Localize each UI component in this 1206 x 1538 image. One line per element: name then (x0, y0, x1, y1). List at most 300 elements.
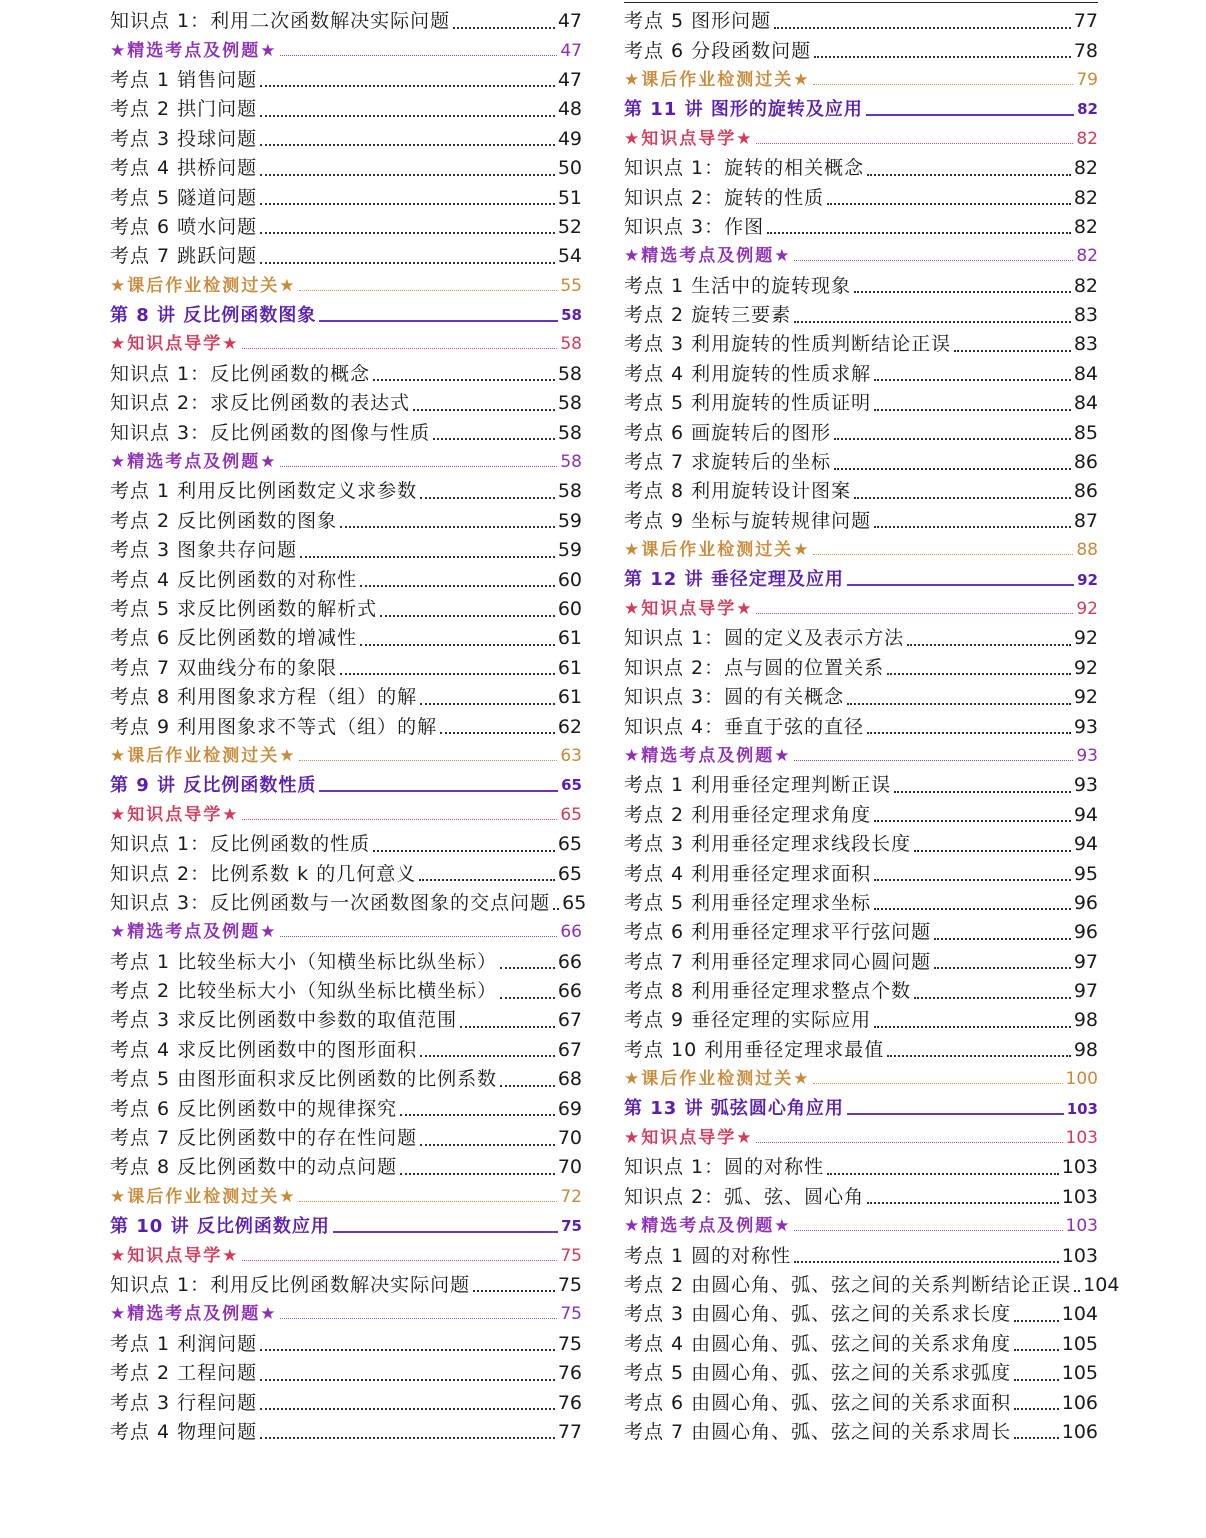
dot-leader (827, 203, 1071, 205)
toc-entry[interactable] (110, 125, 582, 154)
page-number: 103 (1065, 1128, 1098, 1149)
page-number: 105 (1061, 1362, 1098, 1385)
dot-leader (874, 908, 1071, 910)
toc-entry[interactable] (110, 1330, 582, 1359)
toc-entry-title: 考点 2 由圆心角、弧、弦之间的关系判断结论正误 (624, 1273, 1072, 1296)
dot-leader (333, 1231, 558, 1233)
toc-entry[interactable] (110, 507, 582, 536)
dot-leader (242, 819, 557, 820)
toc-entry[interactable] (624, 624, 1098, 653)
section-heading[interactable] (110, 1300, 582, 1329)
page-number: 70 (557, 1156, 582, 1179)
lecture-heading[interactable] (624, 565, 1098, 594)
page-number: 65 (560, 804, 582, 825)
toc-entry-title: 知识点 2：求反比例函数的表达式 (110, 392, 411, 415)
toc-entry-title: 知识点 2：旋转的性质 (624, 186, 825, 209)
dot-leader (756, 613, 1073, 614)
dot-leader (756, 1142, 1062, 1143)
toc-entry-title: 知识点 1：利用反比例函数解决实际问题 (110, 1273, 471, 1296)
dot-leader (433, 438, 555, 440)
toc-entry-title: ★课后作业检测过关★ (624, 1069, 811, 1090)
dot-leader (419, 879, 555, 881)
toc-entry[interactable] (624, 977, 1098, 1006)
dot-leader (874, 409, 1071, 411)
toc-entry[interactable] (624, 918, 1098, 947)
dot-leader (1014, 1349, 1059, 1351)
toc-entry[interactable] (624, 7, 1098, 36)
toc-entry-title: 知识点 2：点与圆的位置关系 (624, 656, 885, 679)
toc-entry-title: 知识点 3：圆的有关概念 (624, 686, 845, 709)
toc-entry[interactable] (624, 889, 1098, 918)
dot-leader (866, 114, 1074, 116)
page-number: 47 (557, 68, 582, 91)
toc-entry[interactable] (624, 36, 1098, 65)
page-number: 70 (557, 1127, 582, 1150)
toc-entry-title: 知识点 1：圆的定义及表示方法 (624, 627, 905, 650)
toc-entry-title: 第 9 讲 反比例函数性质 (110, 774, 317, 796)
dot-leader (260, 1408, 555, 1410)
dot-leader (867, 174, 1071, 176)
dot-leader (242, 1260, 557, 1261)
page-number: 58 (561, 306, 582, 325)
dot-leader (300, 556, 555, 558)
toc-entry[interactable] (110, 889, 587, 918)
section-heading[interactable] (624, 242, 1098, 271)
toc-entry[interactable] (110, 1094, 582, 1123)
dot-leader (500, 967, 555, 969)
toc-entry[interactable] (110, 624, 582, 653)
page-number: 92 (1076, 599, 1098, 619)
toc-entry[interactable] (624, 1300, 1098, 1329)
page-number: 93 (1073, 774, 1098, 797)
toc-entry[interactable] (624, 1183, 1098, 1212)
page-number: 93 (1073, 715, 1098, 738)
toc-entry-title: 考点 2 旋转三要素 (624, 304, 792, 327)
toc-entry-title: 考点 6 反比例函数中的规律探究 (110, 1097, 398, 1120)
toc-entry[interactable] (110, 595, 582, 624)
toc-entry[interactable] (110, 1036, 582, 1065)
toc-entry[interactable] (624, 477, 1098, 506)
toc-entry-title: 考点 1 比较坐标大小（知横坐标比纵坐标） (110, 950, 498, 973)
dot-leader (847, 703, 1071, 705)
toc-entry[interactable] (624, 183, 1098, 212)
dot-leader (500, 1085, 555, 1087)
page-number: 104 (1061, 1303, 1098, 1326)
toc-entry-title: 考点 7 求旋转后的坐标 (624, 451, 832, 474)
toc-entry-title: 考点 6 反比例函数的增减性 (110, 627, 358, 650)
dot-leader (260, 115, 555, 117)
section-heading[interactable] (624, 1124, 1098, 1153)
dot-leader (280, 466, 557, 467)
toc-entry-title: 第 8 讲 反比例函数图象 (110, 304, 317, 326)
toc-entry-title: ★知识点导学★ (624, 128, 754, 149)
toc-entry-title: 知识点 2：弧、弦、圆心角 (624, 1185, 865, 1208)
section-heading[interactable] (110, 36, 582, 65)
toc-entry[interactable] (110, 1124, 582, 1153)
dot-leader (887, 1055, 1071, 1057)
toc-entry[interactable] (624, 1241, 1098, 1270)
lecture-heading[interactable] (624, 1094, 1098, 1123)
toc-entry-title: ★精选考点及例题★ (624, 1216, 792, 1237)
page-number: 82 (1073, 186, 1098, 209)
page-number: 106 (1061, 1420, 1098, 1443)
section-heading[interactable] (624, 1065, 1098, 1094)
toc-entry[interactable] (110, 418, 582, 447)
dot-leader (867, 1202, 1059, 1204)
toc-entry[interactable] (110, 360, 582, 389)
dot-leader (260, 203, 555, 205)
toc-entry[interactable] (110, 654, 582, 683)
page-number: 65 (561, 776, 582, 795)
toc-entry[interactable] (110, 1065, 582, 1094)
toc-entry[interactable] (110, 477, 582, 506)
toc-entry-title: 考点 1 利润问题 (110, 1332, 258, 1355)
dot-leader (260, 232, 555, 234)
toc-entry-title: 考点 7 双曲线分布的象限 (110, 656, 338, 679)
page-number: 82 (1077, 100, 1098, 119)
page-number: 75 (557, 1332, 582, 1355)
toc-entry-title: 考点 3 求反比例函数中参数的取值范围 (110, 1009, 458, 1032)
page-number: 96 (1073, 891, 1098, 914)
toc-entry-title: 知识点 4：垂直于弦的直径 (624, 715, 865, 738)
dot-leader (260, 1379, 555, 1381)
page-number: 65 (562, 891, 587, 914)
page-number: 94 (1073, 833, 1098, 856)
dot-leader (794, 1230, 1062, 1231)
toc-entry[interactable] (110, 1388, 582, 1417)
page-number: 82 (1073, 274, 1098, 297)
toc-entry[interactable] (624, 1388, 1098, 1417)
page-number: 103 (1061, 1156, 1098, 1179)
section-heading[interactable] (110, 448, 582, 477)
toc-entry-title: 考点 5 由图形面积求反比例函数的比例系数 (110, 1068, 498, 1091)
toc-entry-title: 考点 3 利用垂径定理求线段长度 (624, 833, 912, 856)
page-number: 76 (557, 1391, 582, 1414)
toc-entry-title: 考点 2 工程问题 (110, 1362, 258, 1385)
dot-leader (907, 644, 1071, 646)
page-number: 72 (560, 1186, 582, 1207)
page-number: 82 (1076, 246, 1098, 267)
toc-entry-title: 考点 7 利用垂径定理求同心圆问题 (624, 950, 932, 973)
page-number: 60 (557, 598, 582, 620)
lecture-heading[interactable] (624, 95, 1098, 124)
page-number: 68 (557, 1068, 582, 1091)
toc-entry-title: 第 11 讲 图形的旋转及应用 (624, 98, 863, 120)
dot-leader (1014, 1408, 1059, 1410)
lecture-heading[interactable] (110, 771, 582, 800)
toc-entry[interactable] (110, 948, 582, 977)
toc-entry[interactable] (624, 389, 1098, 418)
page-number: 97 (1073, 980, 1098, 1003)
toc-entry[interactable] (110, 66, 582, 95)
section-heading[interactable] (110, 918, 582, 947)
dot-leader (867, 732, 1071, 734)
page-number: 92 (1077, 570, 1098, 589)
page-number: 82 (1073, 215, 1098, 238)
dot-leader (827, 1173, 1059, 1175)
dot-leader (1014, 1437, 1059, 1439)
page-number: 58 (557, 480, 582, 503)
section-heading[interactable] (110, 1183, 582, 1212)
toc-entry-title: 考点 8 利用垂径定理求整点个数 (624, 980, 912, 1003)
dot-leader (413, 409, 555, 411)
dot-leader (242, 348, 557, 349)
dot-leader (420, 703, 555, 705)
dot-leader (813, 554, 1073, 555)
page-number: 97 (1073, 950, 1098, 973)
page-number: 79 (1076, 69, 1098, 90)
page-number: 92 (1073, 656, 1098, 679)
toc-entry-title: 考点 4 反比例函数的对称性 (110, 568, 358, 591)
page-number: 93 (1076, 745, 1098, 766)
section-heading[interactable] (110, 1241, 582, 1270)
section-heading[interactable] (624, 125, 1098, 154)
toc-entry[interactable] (624, 801, 1098, 830)
toc-entry[interactable] (110, 1271, 582, 1300)
toc-entry[interactable] (110, 95, 582, 124)
page-number: 88 (1076, 540, 1098, 561)
dot-leader (500, 997, 555, 999)
page-number: 58 (560, 334, 582, 355)
toc-entry[interactable] (624, 418, 1098, 447)
toc-entry[interactable] (624, 771, 1098, 800)
page-number: 58 (557, 421, 582, 444)
dot-leader (420, 497, 555, 499)
section-heading[interactable] (624, 595, 1098, 624)
toc-entry-title: 第 12 讲 垂径定理及应用 (624, 569, 844, 591)
toc-entry[interactable] (624, 448, 1098, 477)
toc-entry-title: 考点 9 垂径定理的实际应用 (624, 1009, 872, 1032)
dot-leader (794, 321, 1071, 323)
page-number: 84 (1073, 362, 1098, 385)
toc-entry-title: 考点 5 求反比例函数的解析式 (110, 598, 378, 620)
page-number: 82 (1073, 157, 1098, 180)
page-number: 86 (1073, 480, 1098, 503)
lecture-heading[interactable] (110, 301, 582, 330)
toc-entry[interactable] (624, 507, 1098, 536)
toc-entry[interactable] (624, 683, 1098, 712)
lecture-heading[interactable] (110, 1212, 582, 1241)
page-number: 67 (557, 1038, 582, 1061)
dot-leader (874, 879, 1071, 881)
toc-entry[interactable] (110, 1359, 582, 1388)
page-number: 100 (1065, 1069, 1098, 1090)
section-heading[interactable] (624, 66, 1098, 95)
toc-entry[interactable] (110, 7, 582, 36)
toc-entry[interactable] (624, 1153, 1098, 1182)
toc-entry[interactable] (110, 242, 582, 271)
toc-entry[interactable] (110, 859, 582, 888)
top-rule (624, 2, 1098, 3)
dot-leader (767, 232, 1071, 234)
page-number: 92 (1073, 627, 1098, 650)
toc-entry-title: 考点 4 求反比例函数中的图形面积 (110, 1038, 418, 1061)
toc-entry[interactable] (624, 360, 1098, 389)
section-heading[interactable] (110, 272, 582, 301)
toc-entry-title: ★知识点导学★ (110, 804, 240, 825)
toc-entry[interactable] (110, 683, 582, 712)
toc-entry-title: ★课后作业检测过关★ (110, 275, 297, 296)
dot-leader (260, 262, 555, 264)
dot-leader (400, 1114, 555, 1116)
toc-entry-title: 考点 3 投球问题 (110, 127, 258, 150)
page-number: 75 (560, 1245, 582, 1266)
toc-entry-title: 考点 2 反比例函数的图象 (110, 509, 338, 532)
toc-entry-title: 考点 10 利用垂径定理求最值 (624, 1038, 885, 1061)
page-number: 51 (557, 186, 582, 209)
page-number: 103 (1061, 1244, 1098, 1267)
toc-entry[interactable] (624, 154, 1098, 183)
section-heading[interactable] (110, 742, 582, 771)
dot-leader (794, 1261, 1059, 1263)
toc-entry-title: ★精选考点及例题★ (110, 452, 278, 473)
toc-entry[interactable] (624, 1418, 1098, 1447)
page-number: 63 (560, 745, 582, 766)
toc-entry-title: 考点 1 利用垂径定理判断正误 (624, 774, 892, 797)
section-heading[interactable] (624, 742, 1098, 771)
toc-entry-title: 考点 2 利用垂径定理求角度 (624, 803, 872, 826)
toc-entry-title: 考点 4 利用旋转的性质求解 (624, 362, 872, 385)
toc-entry[interactable] (624, 830, 1098, 859)
toc-entry-title: 知识点 2：比例系数 k 的几何意义 (110, 862, 417, 885)
section-heading[interactable] (110, 330, 582, 359)
page-number: 92 (1073, 686, 1098, 709)
page-number: 62 (557, 715, 582, 738)
toc-entry[interactable] (624, 859, 1098, 888)
toc-entry[interactable] (110, 154, 582, 183)
toc-entry-title: 考点 5 由圆心角、弧、弦之间的关系求弧度 (624, 1362, 1012, 1385)
dot-leader (440, 732, 555, 734)
toc-entry-title: ★精选考点及例题★ (110, 1304, 278, 1325)
toc-entry-title: 知识点 3：反比例函数的图像与性质 (110, 421, 431, 444)
toc-entry[interactable] (110, 389, 582, 418)
toc-entry-title: 考点 5 利用垂径定理求坐标 (624, 891, 872, 914)
toc-entry[interactable] (624, 330, 1098, 359)
toc-entry[interactable] (110, 977, 582, 1006)
toc-entry-title: 考点 5 隧道问题 (110, 186, 258, 209)
page-number: 75 (557, 1273, 582, 1296)
toc-entry-title: 考点 1 利用反比例函数定义求参数 (110, 480, 418, 503)
dot-leader (814, 56, 1071, 58)
dot-leader (914, 850, 1071, 852)
toc-column-left (110, 7, 587, 1447)
toc-entry-title: 考点 1 销售问题 (110, 68, 258, 91)
toc-entry[interactable] (624, 712, 1098, 741)
dot-leader (299, 760, 557, 761)
dot-leader (954, 350, 1071, 352)
page-number: 55 (560, 275, 582, 296)
page-number: 59 (557, 539, 582, 562)
toc-entry-title: 考点 9 坐标与旋转规律问题 (624, 509, 872, 532)
toc-entry-title: 考点 3 由圆心角、弧、弦之间的关系求长度 (624, 1303, 1012, 1326)
page-number: 75 (560, 1304, 582, 1325)
toc-entry-title: 考点 6 分段函数问题 (624, 39, 812, 62)
dot-leader (420, 1144, 555, 1146)
dot-leader (319, 790, 558, 792)
toc-entry[interactable] (624, 301, 1098, 330)
toc-entry-title: ★课后作业检测过关★ (110, 1186, 297, 1207)
toc-entry-title: 考点 5 图形问题 (624, 10, 772, 33)
dot-leader (874, 526, 1071, 528)
dot-leader (894, 791, 1071, 793)
toc-entry-title: 考点 8 利用图象求方程（组）的解 (110, 686, 418, 709)
toc-entry[interactable] (110, 1153, 582, 1182)
dot-leader (260, 144, 555, 146)
toc-entry-title: 考点 6 喷水问题 (110, 215, 258, 238)
section-heading[interactable] (110, 801, 582, 830)
page-number: 103 (1061, 1185, 1098, 1208)
page-number: 95 (1073, 862, 1098, 885)
toc-entry-title: ★课后作业检测过关★ (624, 540, 811, 561)
page-number: 49 (557, 127, 582, 150)
toc-entry[interactable] (624, 948, 1098, 977)
dot-leader (774, 27, 1071, 29)
page-number: 69 (557, 1097, 582, 1120)
toc-entry-title: 第 13 讲 弧弦圆心角应用 (624, 1098, 844, 1120)
page-number: 65 (557, 833, 582, 856)
toc-entry[interactable] (110, 1418, 582, 1447)
page-number: 86 (1073, 451, 1098, 474)
toc-entry[interactable] (624, 1330, 1098, 1359)
toc-entry[interactable] (624, 1036, 1098, 1065)
dot-leader (874, 820, 1071, 822)
toc-entry-title: ★精选考点及例题★ (624, 246, 792, 267)
toc-entry-title: 考点 1 生活中的旋转现象 (624, 274, 852, 297)
dot-leader (847, 584, 1074, 586)
dot-leader (934, 967, 1071, 969)
toc-entry[interactable] (110, 712, 582, 741)
page-number: 61 (557, 686, 582, 709)
toc-entry-title: 知识点 1：旋转的相关概念 (624, 157, 865, 180)
page-number: 52 (557, 215, 582, 238)
page-number: 105 (1061, 1332, 1098, 1355)
toc-entry[interactable] (110, 1006, 582, 1035)
toc-entry[interactable] (624, 1271, 1120, 1300)
page-number: 106 (1061, 1391, 1098, 1414)
section-heading[interactable] (624, 536, 1098, 565)
toc-entry[interactable] (624, 654, 1098, 683)
dot-leader (299, 1201, 557, 1202)
toc-entry[interactable] (624, 213, 1098, 242)
section-heading[interactable] (624, 1212, 1098, 1241)
toc-entry-title: 知识点 3：作图 (624, 215, 765, 238)
toc-entry[interactable] (110, 830, 582, 859)
page-number: 60 (557, 568, 582, 591)
toc-entry[interactable] (624, 1006, 1098, 1035)
toc-entry[interactable] (110, 183, 582, 212)
toc-entry-title: ★知识点导学★ (624, 1128, 754, 1149)
toc-entry-title: 考点 2 比较坐标大小（知纵坐标比横坐标） (110, 980, 498, 1003)
toc-entry[interactable] (110, 213, 582, 242)
dot-leader (854, 497, 1071, 499)
dot-leader (874, 1026, 1071, 1028)
toc-entry[interactable] (110, 565, 582, 594)
page-number: 103 (1065, 1216, 1098, 1237)
toc-entry[interactable] (624, 1359, 1098, 1388)
page-number: 84 (1073, 392, 1098, 415)
toc-entry-title: 考点 6 利用垂径定理求平行弦问题 (624, 921, 932, 944)
toc-entry[interactable] (624, 272, 1098, 301)
dot-leader (794, 760, 1073, 761)
toc-entry-title: 考点 2 拱门问题 (110, 98, 258, 121)
toc-entry-title: 考点 6 由圆心角、弧、弦之间的关系求面积 (624, 1391, 1012, 1414)
toc-entry-title: 考点 3 利用旋转的性质判断结论正误 (624, 333, 952, 356)
toc-entry-title: 考点 4 由圆心角、弧、弦之间的关系求角度 (624, 1332, 1012, 1355)
toc-entry-title: ★精选考点及例题★ (624, 745, 792, 766)
page-number: 65 (557, 862, 582, 885)
page-number: 83 (1073, 304, 1098, 327)
toc-entry[interactable] (110, 536, 582, 565)
